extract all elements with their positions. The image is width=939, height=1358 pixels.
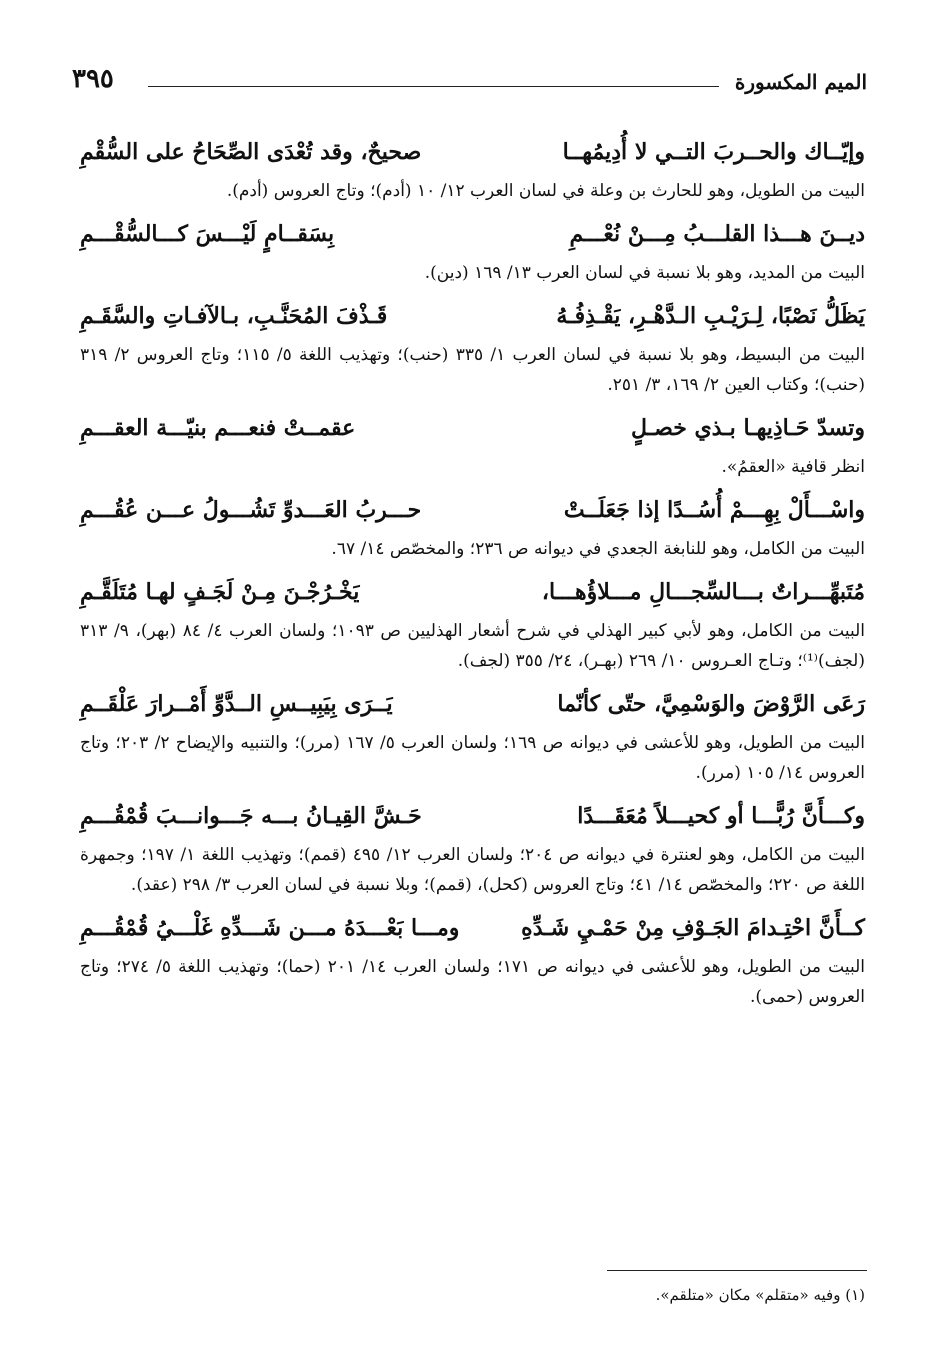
footnote: (١) وفيه «متقلم» مكان «متلقم».	[655, 1286, 865, 1304]
entry-9	[80, 904, 865, 1012]
verse-second-hemistich: ومـــا بَعْـــدَهُ مـــن شَـــدِّهِ غَلْـــيُ قُمْقُـــمِ	[80, 915, 460, 941]
verse-line	[80, 486, 865, 534]
verse-note: البيت من الطويل، وهو للحارث بن وعلة في لسان العرب ١٢/ ١٠ (أدم)؛ وتاج العروس (أدم).	[226, 181, 865, 201]
header-rule	[148, 86, 719, 87]
entry-4	[80, 404, 865, 482]
verse-first-hemistich: ديــنَ هـــذا القلـــبُ مِـــنْ نُعْـــمِ	[569, 221, 865, 247]
verse-first-hemistich: وإيّــاك والحــربَ التــي لا أُدِيمُهــا	[562, 139, 865, 165]
verse-note: البيت من المديد، وهو بلا نسبة في لسان العرب ١٣/ ١٦٩ (دين).	[424, 263, 865, 283]
verse-line	[80, 792, 865, 840]
verse-line	[80, 292, 865, 340]
verse-second-hemistich: يَــرَى بِيَبِيــسِ الــدَّوِّ أَمْــرارَ عَلْقَــمِ	[80, 691, 393, 717]
verse-second-hemistich: حَـشَّ القِيـانُ بـــه جَـــوانـــبَ قُمْقُـــمِ	[80, 803, 422, 829]
entry-5	[80, 486, 865, 564]
verse-line	[80, 568, 865, 616]
entry-8	[80, 792, 865, 900]
running-title: الميم المكسورة	[734, 70, 867, 94]
entry-1	[80, 128, 865, 206]
verse-line	[80, 404, 865, 452]
verse-line	[80, 128, 865, 176]
verse-first-hemistich: يَظَلُّ نَصْبًا، لِـرَيْـبِ الـدَّهْـرِ، يَقْـذِفُـهُ	[556, 303, 865, 329]
footnote-rule	[607, 1270, 867, 1271]
verse-second-hemistich: بِسَقــامٍ لَيْـــسَ كـــالسُّقْـــمِ	[80, 221, 335, 247]
page-header	[72, 64, 867, 98]
entry-2	[80, 210, 865, 288]
verse-note: البيت من الكامل، وهو لأبي كبير الهذلي في شرح أشعار الهذليين ص ١٠٩٣؛ ولسان العرب ٤/ ٨٤ (بهر)، ٩/ ٣١٣ (لجف)⁽¹⁾؛ وتـاج العـروس ١٠/ ٢٦٩ (بهـر)، ٢٤/ ٣٥٥ (لجف).	[80, 621, 865, 671]
verse-second-hemistich: يَخْـرُجْـنَ مِـنْ لَجَـفٍ لهـا مُتَلَقَّـمِ	[80, 579, 360, 605]
verse-second-hemistich: صحيحٌ، وقد تُعْدَى الصِّحَاحُ على السُّقْمِ	[80, 139, 422, 165]
verse-note: البيت من الطويل، وهو للأعشى في ديوانه ص ١٦٩؛ ولسان العرب ٥/ ١٦٧ (مرر)؛ والتنبيه والإيضاح ٢/ ٢٠٣؛ وتاج العروس ١٤/ ١٠٥ (مرر).	[80, 733, 865, 783]
entry-7	[80, 680, 865, 788]
verse-note: البيت من البسيط، وهو بلا نسبة في لسان العرب ١/ ٣٣٥ (حنب)؛ وتهذيب اللغة ٥/ ١١٥؛ وتاج العروس ٢/ ٣١٩ (حنب)؛ وكتاب العين ٢/ ١٦٩، ٣/ ٢٥١.	[80, 345, 866, 395]
verse-first-hemistich: وتسدّ حَـاذِيهـا بـذي خصـلٍ	[631, 415, 865, 441]
verse-first-hemistich: كــأَنَّ احْتِـدامَ الجَـوْفِ مِنْ حَمْـيِ شَـدِّهِ	[521, 915, 865, 941]
verse-first-hemistich: مُتَبهِّـــراتٌ بـــالسِّجـــالِ مـــلاؤُهـــا،	[541, 579, 865, 605]
entry-6	[80, 568, 865, 676]
verse-second-hemistich: عقمــتْ فنعـــم بنيّـــة العقـــمِ	[80, 415, 356, 441]
verse-line	[80, 210, 865, 258]
main-text	[80, 128, 865, 1016]
verse-second-hemistich: حـــربُ العَـــدوِّ تَشُـــولُ عـــن عُقُـــمِ	[80, 497, 422, 523]
verse-first-hemistich: وكـــأَنَّ رُبًّـــا أو كحيـــلاً مُعَقَـــدًا	[577, 803, 865, 829]
verse-note: البيت من الكامل، وهو للنابغة الجعدي في ديوانه ص ٢٣٦؛ والمخصّص ١٤/ ٦٧.	[331, 539, 865, 559]
verse-note: البيت من الطويل، وهو للأعشى في ديوانه ص ١٧١؛ ولسان العرب ١٤/ ٢٠١ (حما)؛ وتهذيب اللغة ٥/ ٢٧٤؛ وتاج العروس (حمى).	[80, 957, 865, 1007]
verse-first-hemistich: رَعَى الرَّوْضَ والوَسْمِيَّ، حتّى كأنّما	[557, 691, 865, 717]
verse-first-hemistich: واسْـــأَلْ بِهِـــمْ أُسُــدًا إذا جَعَلَــتْ	[563, 497, 865, 523]
verse-line	[80, 904, 865, 952]
entry-3	[80, 292, 865, 400]
page-number: ٣٩٥	[72, 64, 114, 94]
verse-second-hemistich: قَـذْفَ المُحَنَّـبِ، بـالآفـاتِ والسَّقَـمِ	[80, 303, 388, 329]
verse-note: البيت من الكامل، وهو لعنترة في ديوانه ص ٢٠٤؛ ولسان العرب ١٢/ ٤٩٥ (قمم)؛ وتهذيب اللغة ١/ ١٩٧؛ وجمهرة اللغة ص ٢٢٠؛ والمخصّص ١٤/ ٤١؛ وتاج العروس (كحل)، (قمم)؛ وبلا نسبة في لسان العرب ٣/ ٢٩٨ (عقد).	[80, 845, 865, 895]
verse-note: انظر قافية «العقمُ».	[721, 457, 865, 477]
verse-line	[80, 680, 865, 728]
